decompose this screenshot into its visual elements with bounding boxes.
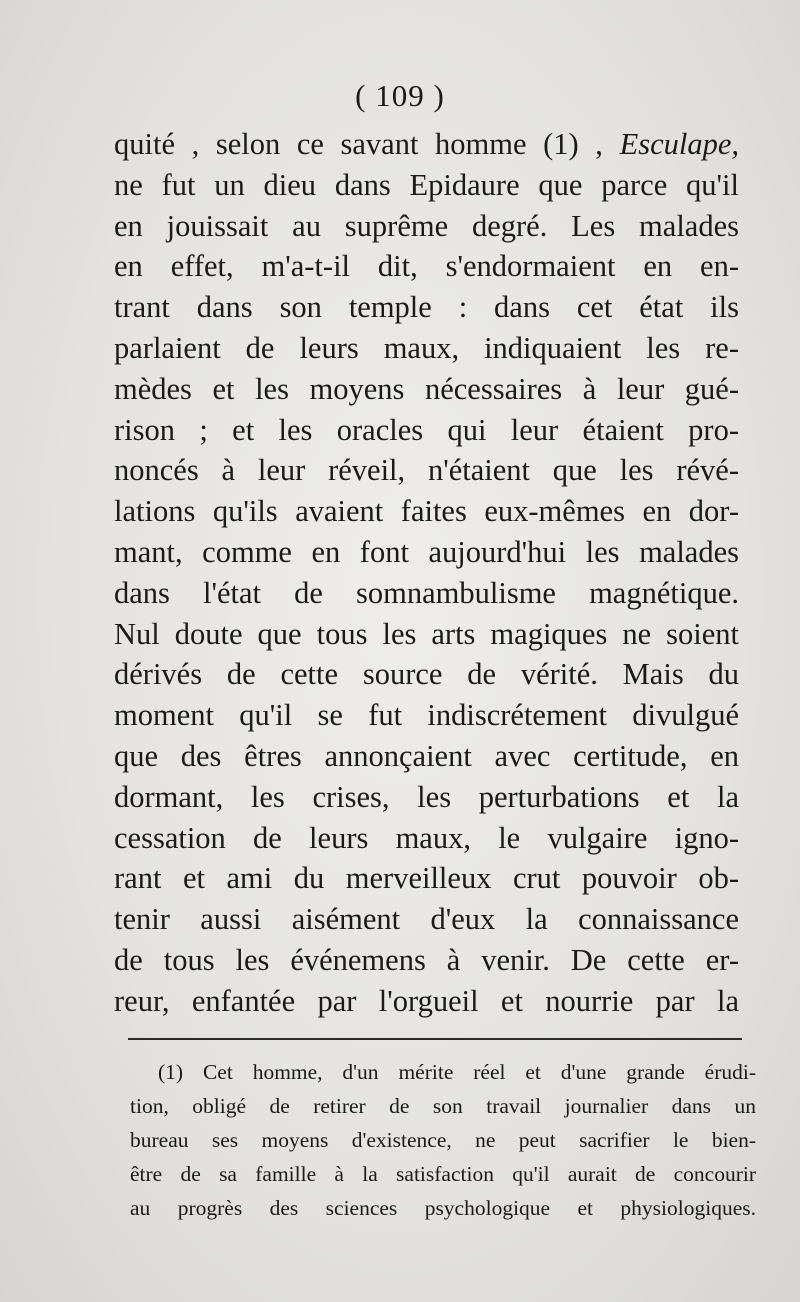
body-line: mant, comme en font aujourd'hui les malades — [114, 534, 739, 569]
body-line: noncés à leur réveil, n'étaient que les révé- — [114, 453, 739, 488]
body-text — [114, 124, 739, 1022]
body-line: que des êtres annonçaient avec certitude, en — [114, 738, 739, 773]
footnote-line: bureau ses moyens d'existence, ne peut sacrifier le bien- — [130, 1128, 756, 1152]
body-line: rant et ami du merveilleux crut pouvoir ob- — [114, 861, 739, 896]
body-line: rison ; et les oracles qui leur étaient pro- — [114, 412, 739, 447]
body-line: lations qu'ils avaient faites eux-mêmes en dor- — [114, 494, 739, 529]
italic-word: Esculape, — [619, 127, 739, 161]
footnote — [130, 1055, 756, 1225]
body-line: mèdes et les moyens nécessaires à leur gué- — [114, 371, 739, 406]
body-line: en effet, m'a-t-il dit, s'endormaient en en- — [114, 249, 739, 284]
footnote-line: être de sa famille à la satisfaction qu'il aurait de concourir — [130, 1162, 756, 1186]
body-line: dérivés de cette source de vérité. Mais du — [114, 657, 739, 692]
body-line: dormant, les crises, les perturbations et la — [114, 779, 739, 814]
body-line: trant dans son temple : dans cet état ils — [114, 290, 739, 325]
body-line: tenir aussi aisément d'eux la connaissance — [114, 902, 739, 937]
body-line: parlaient de leurs maux, indiquaient les re- — [114, 330, 739, 365]
page-number: ( 109 ) — [355, 78, 445, 113]
footnote-line: (1) Cet homme, d'un mérite réel et d'une grande érudi- — [158, 1060, 756, 1084]
body-line — [114, 124, 739, 165]
body-line: ne fut un dieu dans Epidaure que parce qu'il — [114, 167, 739, 202]
body-line: cessation de leurs maux, le vulgaire igno- — [114, 820, 739, 855]
body-line: moment qu'il se fut indiscrétement divulgué — [114, 698, 739, 733]
body-line-text: quité , selon ce savant homme (1) , — [114, 127, 603, 161]
body-line: reur, enfantée par l'orgueil et nourrie par la — [114, 983, 739, 1018]
footnote-line: tion, obligé de retirer de son travail journalier dans un — [130, 1094, 756, 1118]
footnote-divider — [128, 1038, 742, 1040]
body-line: de tous les événemens à venir. De cette er- — [114, 942, 739, 977]
footnote-line: au progrès des sciences psychologique et physiologiques. — [130, 1196, 756, 1220]
body-line: Nul doute que tous les arts magiques ne soient — [114, 616, 739, 651]
body-line: en jouissait au suprême degré. Les malades — [114, 208, 739, 243]
body-line: dans l'état de somnambulisme magnétique. — [114, 575, 739, 610]
